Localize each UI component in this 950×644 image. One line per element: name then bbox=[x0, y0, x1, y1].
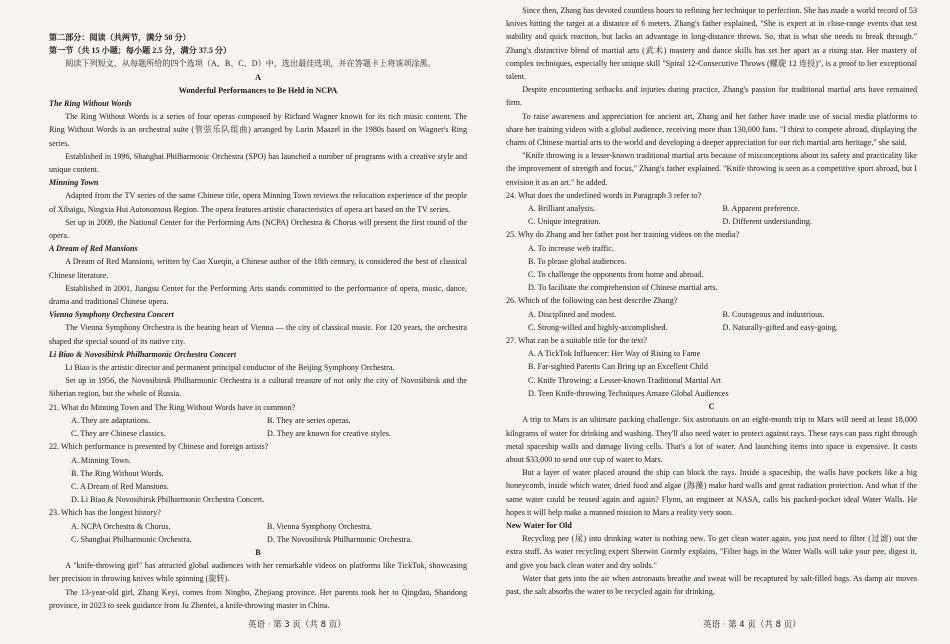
question-21-options-ab bbox=[49, 414, 467, 427]
option: B. They are series operas. bbox=[267, 415, 351, 425]
passage-b-letter: B bbox=[255, 547, 261, 557]
question-21: 21. What do Minning Town and The Ring Without Words have in common? bbox=[49, 402, 296, 412]
paragraph: Recycling pee (尿) into drinking water is nothing new. To get clean water again, you just need to filter (过滤) out the extra stuff. As water recycling expert Sherwin Gormly explains, "Filter bags in the Water Walls will take your pee, digest it, and give you back clean water and dry solids." bbox=[506, 534, 917, 570]
option: B. Apparent preference. bbox=[722, 204, 800, 214]
option: D. The Novosibirsk Philharmonic Orchestra. bbox=[267, 534, 413, 544]
option: A. A TickTok Influencer: Her Way of Rising to Fame bbox=[528, 349, 701, 359]
question-23-options-ab bbox=[49, 520, 467, 533]
question-22: 22. Which performance is presented by Chinese and foreign artists? bbox=[49, 442, 269, 452]
section-header: 第一节（共 15 小题；每小题 2.5 分，满分 37.5 分） bbox=[49, 46, 232, 56]
option: C. Knife Throwing: a Lesser-known Traditional Martial Art bbox=[528, 375, 722, 385]
option: A. Minning Town. bbox=[71, 455, 131, 465]
subheading: The Ring Without Words bbox=[49, 99, 132, 109]
option: B. The Ring Without Words. bbox=[71, 468, 164, 478]
option: C. They are Chinese classics. bbox=[71, 429, 166, 439]
option: B. To please global audiences. bbox=[528, 256, 627, 266]
option: C. Strong-willed and highly-accomplished. bbox=[528, 322, 668, 332]
option: D. They are known for creative styles. bbox=[267, 429, 391, 439]
paragraph: Adapted from the TV series of the same Chinese title, opera Minning Town reviews the relocation experience of the people of Xihaigu, Ningxia Hui Autonomous Region. The opera features artistic characteristics of opera art based on the TV series. bbox=[49, 191, 467, 214]
option: A. Disciplined and modest. bbox=[528, 309, 617, 319]
passage-a-title: Wonderful Performances to Be Held in NCPA bbox=[178, 85, 338, 95]
option: D. Li Biao & Novosibirsk Philharmonic Orchestra Concert. bbox=[71, 495, 265, 505]
paragraph: Established in 1996, Shanghai Philharmonic Orchestra (SPO) has launched a number of programs with a creative style and unique content. bbox=[49, 151, 467, 175]
paragraph: The 13-year-old girl, Zhang Keyi, comes from Ningbo, Zhejiang province. Her parents took her to Qingdao, Shandong province, in 2023 to seek guidance from Ju Zhenfei, a knife-throwing master in China. bbox=[49, 587, 467, 610]
option: C. Unique integration. bbox=[528, 217, 601, 227]
page-footer-left: 英语 · 第 3 页（共 8 页） bbox=[248, 620, 346, 630]
paragraph: "Knife throwing is a lesser-known traditional martial arts because of misconceptions about its safety and practicality like the improvement of strength and focus," Zhang's father explained. "Knife throwing is seen as a competitive sport abroad, but I envision it as an art." he added. bbox=[506, 151, 917, 187]
question-27: 27. What can be a suitable title for the text? bbox=[506, 336, 647, 346]
option: C. A Dream of Red Mansions. bbox=[71, 481, 169, 491]
instructions: 阅读下列短文，从每题所给的四个选项（A、B、C、D）中，选出最佳选项，并在答题卡上将该项涂黑。 bbox=[65, 59, 436, 69]
paragraph: A "knife-throwing girl" has attracted global audiences with her remarkable videos on platforms like TickTok, showcasing her precision in throwing knives while spinning (旋转). bbox=[49, 561, 467, 584]
paragraph: Since then, Zhang has devoted countless hours to refining her technique to perfection. She has made a world record of 53 knives hitting the target at a distance of 6 meters. Zhang's father explained, "She is expert at in close-range events that test stability and quick reaction, but lacks an advantage in long-distance throws. So, that is what she needs to break through." Zhang's distinctive blend of martial arts (武术) mastery and dance skills has set her apart as a rising star. Her mastery of complex techniques, especially her unique skill "Spiral 12-Consecutive Throws (螺旋 12 连投)", is a proof to her exceptional talent. bbox=[506, 6, 917, 82]
question-23: 23. Which has the longest history? bbox=[49, 508, 161, 518]
question-26-options-ab bbox=[506, 308, 917, 321]
question-26-options-cd bbox=[506, 321, 917, 334]
question-23-options-cd bbox=[49, 533, 467, 546]
paragraph: Water that gets into the air when astronauts breathe and sweat will be recaptured by salt-filled bags. As damp air moves past, the salt absorbs the water to be recycled again for drinking. bbox=[506, 573, 917, 596]
passage-c-letter: C bbox=[708, 402, 715, 412]
question-24: 24. What does the underlined words in Paragraph 3 refer to? bbox=[506, 190, 702, 200]
paragraph: Li Biao is the artistic director and permanent principal conductor of the Beijing Symphony Orchestra. bbox=[65, 363, 395, 373]
option: D. Naturally-gifted and easy-going. bbox=[722, 322, 838, 332]
option: D. To facilitate the comprehension of Chinese martial arts. bbox=[528, 283, 718, 293]
option: A. NCPA Orchestra & Chorus. bbox=[71, 521, 171, 531]
paragraph: To raise awareness and appreciation for ancient art, Zhang and her father have made use of social media platforms to share her training videos with a global audience, receiving more than 130,000 fans. "I thirst to compete abroad, displaying the charm of Chinese martial arts to the world and developing a deeper appreciation for our rich martial arts heritage," she said. bbox=[506, 111, 917, 148]
question-25: 25. Why do Zhang and her father post her training videos on the media? bbox=[506, 230, 740, 240]
paragraph: The Vienna Symphony Orchestra is the beating heart of Vienna — the city of classical music. For 120 years, the orchestra shaped the special sound of its native city. bbox=[49, 323, 467, 346]
subheading: Minning Town bbox=[49, 178, 99, 188]
subheading: A Dream of Red Mansions bbox=[49, 244, 138, 254]
option: C. Shanghai Philharmonic Orchestra. bbox=[71, 534, 192, 544]
part-header: 第二部分：阅读（共两节，满分 50 分） bbox=[49, 33, 191, 42]
paragraph: A trip to Mars is an ultimate packing challenge. Six astronauts on an eight-month trip to Mars will need at least 18,000 kilograms of water for drinking and washing. They'll also need water to protect against rays. These rays can pass right through metal spaceship walls and damage living cells. That's a lot of water. And launching items into space is expensive. It costs about $33,000 to send one cup of water to Mars. bbox=[506, 415, 917, 464]
subheading: New Water for Old bbox=[506, 520, 572, 530]
option: A. They are adaptations. bbox=[71, 415, 151, 425]
option: B. Courageous and industrious. bbox=[722, 309, 825, 319]
option: B. Far-sighted Parents Can Bring up an Excellent Child bbox=[528, 362, 708, 372]
option: D. Different understanding. bbox=[722, 217, 812, 227]
paragraph: Despite encountering setbacks and injuries during practice, Zhang's passion for traditional martial arts have remained firm. bbox=[506, 85, 917, 108]
paragraph: The Ring Without Words is a series of four operas composed by Richard Wagner known for its rich music content. The Ring Without Words is an orchestral suite (管弦乐队组曲) arranged by Lorin Maazel in the 1980s based on Wagner's Ring series. bbox=[49, 112, 467, 148]
page-footer-right: 英语 · 第 4 页（共 8 页） bbox=[703, 620, 801, 630]
subheading: Li Biao & Novosibirsk Philharmonic Orchestra Concert bbox=[49, 349, 237, 359]
paragraph: But a layer of water placed around the ship can block the rays. Inside a spaceship, the walls have pockets like a big honeycomb, inside which water, dried food and algae (海藻) make hard walls and great radiation protection. And what if the same water could be reused again and again? Flynn, an engineer at NASA, calls his packed-pocket ideal Water Walls. He hopes it will help make a manned mission to Mars a reality very soon. bbox=[506, 468, 917, 517]
question-24-options-cd bbox=[506, 215, 917, 228]
left-page-column bbox=[49, 31, 467, 612]
option: B. Vienna Symphony Orchestra. bbox=[267, 521, 372, 531]
subheading: Vienna Symphony Orchestra Concert bbox=[49, 310, 174, 320]
right-page-column bbox=[506, 4, 917, 598]
option: D. Teen Knife-throwing Techniques Amaze Global Audiences bbox=[528, 388, 729, 398]
paragraph: Set up in 1956, the Novosibirsk Philharmonic Orchestra is a cultural treasure of not only the city of Novosibirsk and the Siberian region, but the whole of Russia. bbox=[49, 376, 467, 399]
option: A. To increase web traffic. bbox=[528, 243, 614, 253]
option: C. To challenge the opponents from home and abroad. bbox=[528, 270, 704, 280]
paragraph: Established in 2001, Jiangsu Center for the Performing Arts stands committed to the performance of opera, music, dance, drama and traditional Chinese opera. bbox=[49, 283, 467, 307]
question-26: 26. Which of the following can best describe Zhang? bbox=[506, 296, 678, 306]
paragraph: Set up in 2009, the National Center for the Performing Arts (NCPA) Orchestra & Chorus will present the first round of the opera. bbox=[49, 217, 467, 241]
passage-a-letter: A bbox=[255, 72, 261, 82]
question-24-options-ab bbox=[506, 202, 917, 215]
question-21-options-cd bbox=[49, 427, 467, 440]
paragraph: A Dream of Red Mansions, written by Cao Xueqin, a Chinese author of the 18th century, is considered the best of classical Chinese literature. bbox=[49, 257, 467, 280]
option: A. Brilliant analysis. bbox=[528, 204, 595, 214]
